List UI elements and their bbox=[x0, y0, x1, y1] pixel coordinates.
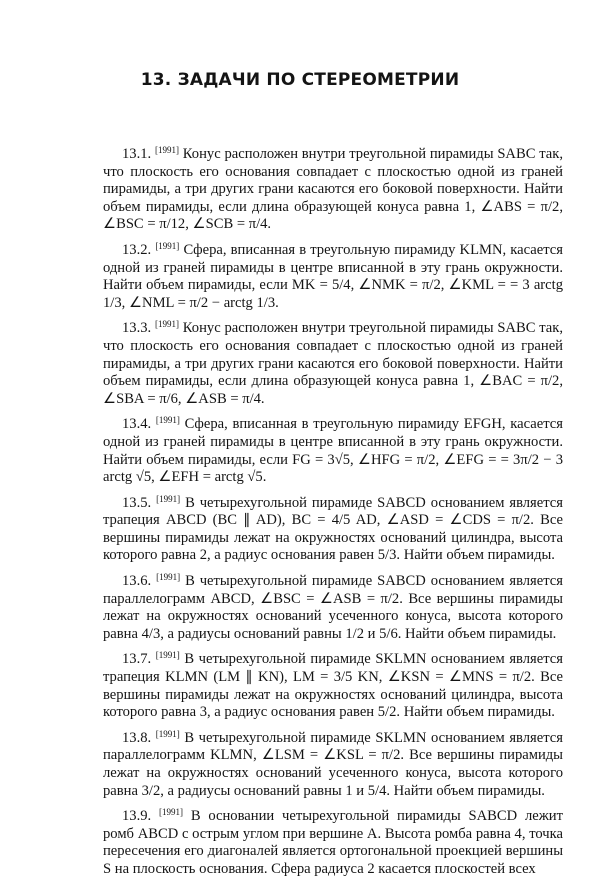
problem-text: Сфера, вписанная в треугольную пирамиду KLMN, касается одной из граней пирамиды в центре вписанной в эту грань окружности. Найти объем пирамиды, если MK = 5/4, ∠NMK = π/2, ∠KML = = 3 arctg 1/3, ∠NML = π/2 − arctg 1/3. bbox=[103, 241, 563, 311]
problem-text: В четырехугольной пирамиде SKLMN основанием является трапеция KLMN (LM ∥ KN), LM = 3/5 KN, ∠KSN = ∠MNS = π/2. Все вершины пирамиды лежат на окружностях оснований цилиндра, высота которого равна 3, а радиус основания равен 5/2. Найти объем пирамиды. bbox=[103, 651, 563, 721]
problem-13-1 bbox=[103, 142, 563, 234]
problem-number: 13.6. bbox=[122, 573, 152, 590]
problem-text: Конус расположен внутри треугольной пирамиды SABC так, что плоскость его основания совпадает с плоскостью одной из граней пирамиды, а три других грани касаются его боковой поверхности. Найти объем пирамиды, если длина образующей конуса равна 1, ∠BAC = π/2, ∠SBA = π/6, ∠ASB = π/4. bbox=[103, 320, 563, 407]
problem-13-5 bbox=[103, 491, 563, 565]
problem-13-4 bbox=[103, 412, 563, 486]
problem-number: 13.3. bbox=[122, 320, 152, 337]
problem-13-6 bbox=[103, 569, 563, 643]
problem-text: В четырехугольной пирамиде SABCD основанием является параллелограмм ABCD, ∠BSC = ∠ASB = π/2. Все вершины пирамиды лежат на окружностях оснований усеченного конуса, высота которого равна 4/3, а радиусы оснований равны 1/2 и 5/6. Найти объем пирамиды. bbox=[103, 573, 563, 642]
problem-text: Конус расположен внутри треугольной пирамиды SABC так, что плоскость его основания совпадает с плоскостью одной из граней пирамиды, а три других грани касаются его боковой поверхности. Найти объем пирамиды, если длина образующей конуса равна 1, ∠ABS = π/2, ∠BSC = π/12, ∠SCB = π/4. bbox=[103, 146, 563, 233]
problem-year: [1991] bbox=[155, 650, 180, 661]
problem-text: В основании четырехугольной пирамиды SABCD лежит ромб ABCD с острым углом при вершине A. Высота ромба равна 4, точка пересечения его диагоналей является ортогональной проекцией вершины S на плоскость основания. Сфера радиуса 2 касается плоскостей всех bbox=[103, 808, 563, 877]
problem-year: [1991] bbox=[159, 807, 183, 818]
problem-year: [1991] bbox=[156, 493, 181, 504]
problem-year: [1991] bbox=[154, 319, 179, 330]
problem-list bbox=[103, 142, 563, 880]
problem-number: 13.4. bbox=[122, 416, 152, 433]
problem-number: 13.5. bbox=[122, 494, 152, 511]
problem-year: [1991] bbox=[155, 240, 180, 251]
problem-text: В четырехугольной пирамиде SKLMN основанием является параллелограмм KLMN, ∠LSM = ∠KSL = π/2. Все вершины пирамиды лежат на окружностях оснований усеченного конуса, высота которого равна 3/2, а радиусы оснований равны 1 и 5/4. Найти объем пирамиды. bbox=[103, 729, 563, 799]
problem-13-8 bbox=[103, 726, 563, 800]
problem-13-2 bbox=[103, 238, 563, 312]
problem-number: 13.9. bbox=[122, 808, 152, 825]
problem-number: 13.8. bbox=[122, 729, 152, 746]
problem-text: В четырехугольной пирамиде SABCD основанием является трапеция ABCD (BC ∥ AD), BC = 4/5 AD, ∠ASD = ∠CDS = π/2. Все вершины пирамиды лежат на окружностях оснований цилиндра, высота которого равна 2, а радиус основания равен 5/3. Найти объем пирамиды. bbox=[103, 494, 563, 564]
problem-year: [1991] bbox=[154, 145, 179, 155]
problem-number: 13.7. bbox=[122, 651, 152, 668]
problem-text: Сфера, вписанная в треугольную пирамиду EFGH, касается одной из граней пирамиды в центре вписанной в эту грань окружности. Найти объем пирамиды, если FG = 3√5, ∠HFG = π/2, ∠EFG = = 3π/2 − 3 arctg √5, ∠EFH = arctg √5. bbox=[103, 416, 563, 486]
problem-13-3 bbox=[103, 316, 563, 408]
problem-year: [1991] bbox=[156, 572, 181, 583]
problem-year: [1991] bbox=[155, 415, 180, 426]
problem-13-7 bbox=[103, 647, 563, 721]
problem-number: 13.1. bbox=[122, 146, 152, 162]
chapter-title: 13. ЗАДАЧИ ПО СТЕРЕОМЕТРИИ bbox=[140, 70, 460, 90]
problem-year: [1991] bbox=[155, 728, 180, 739]
problem-number: 13.2. bbox=[122, 241, 152, 258]
problem-13-9 bbox=[103, 804, 563, 878]
